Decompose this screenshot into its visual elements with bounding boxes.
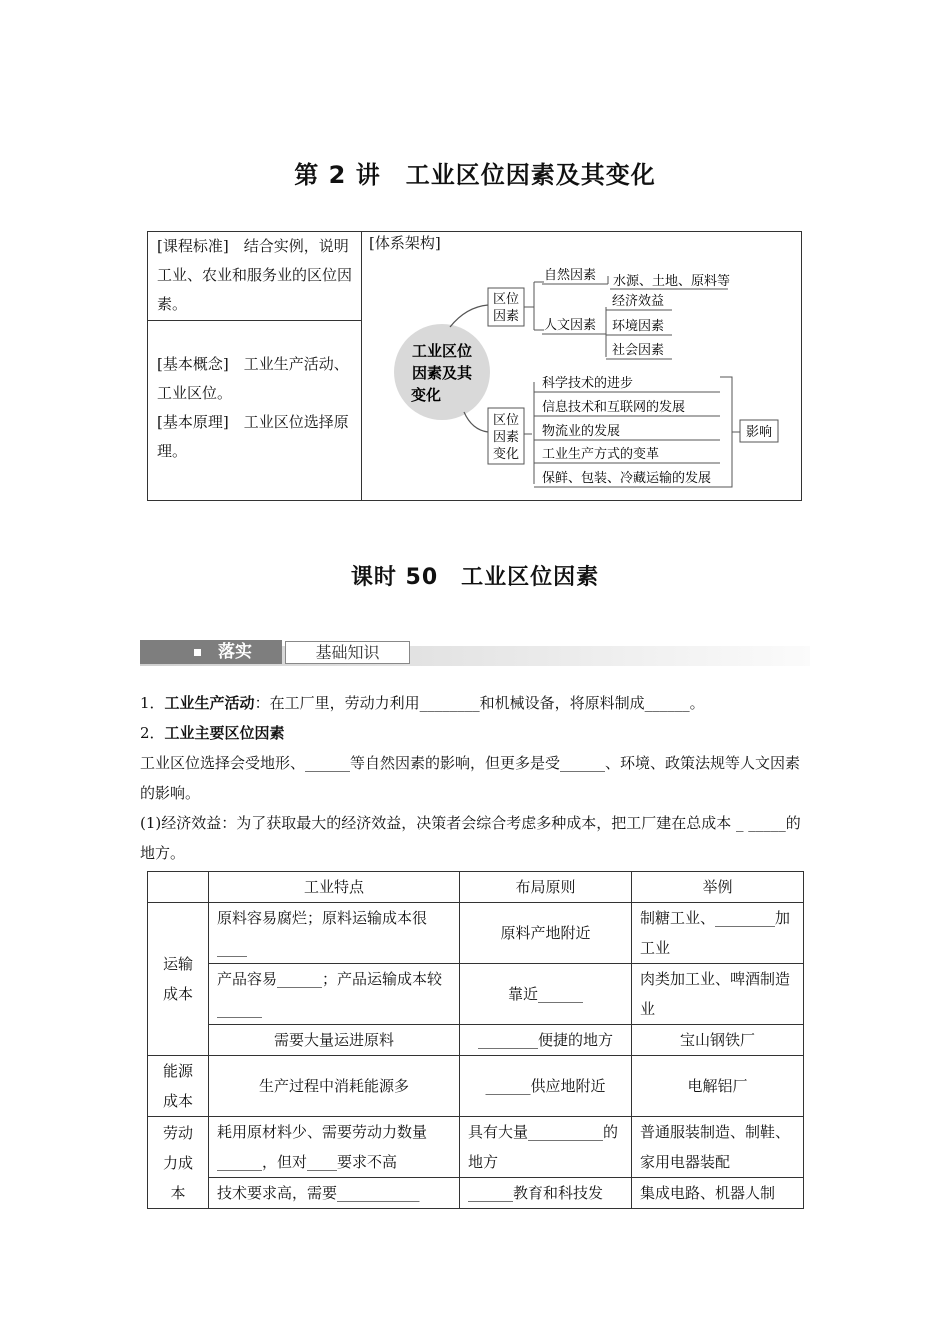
branch2-line-3: 变化 (492, 447, 520, 462)
table-cell: 电解铝厂 (632, 1056, 804, 1117)
table-row (148, 1117, 804, 1178)
table-row (148, 1025, 804, 1056)
center-line-2: 因素及其 (411, 364, 473, 382)
basic-concept-tag: [基本概念] (157, 355, 229, 373)
item-1-text: ：在工厂里，劳动力利用________和机械设备，将原料制成______。 (254, 694, 705, 712)
square-icon (194, 649, 201, 656)
mind-map (362, 232, 802, 500)
table-row (148, 1178, 804, 1209)
curriculum-standard-text: 结合实例，说明工业、农业和服务业的区位因素。 (157, 237, 353, 313)
change-1: 科学技术的进步 (542, 376, 634, 391)
economic-benefit: 经济效益 (612, 294, 665, 309)
banner-light-label: 基础知识 (285, 641, 410, 664)
banner-dark-label: 落实 (218, 642, 252, 662)
table-cell: 耗用原材料少、需要劳动力数量______，但对____要求不高 (209, 1117, 460, 1178)
table-cell: 靠近______ (460, 964, 632, 1025)
group-labor-cost: 劳动力成本 (148, 1117, 209, 1209)
natural-factors: 自然因素 (544, 268, 597, 283)
branch1-line-1: 区位 (492, 292, 520, 307)
basic-concept-text: 工业生产活动、工业区位。 (157, 355, 349, 402)
branch2-line-1: 区位 (492, 413, 520, 428)
table-header: 举例 (632, 872, 804, 903)
table-cell: ________便捷的地方 (460, 1025, 632, 1056)
table-cell: 普通服装制造、制鞋、家用电器装配 (632, 1117, 804, 1178)
table-header (148, 872, 209, 903)
basic-principle-text: 工业区位选择原理。 (157, 413, 349, 460)
branch1-line-2: 因素 (492, 309, 520, 324)
center-line-3: 变化 (410, 386, 442, 404)
table-cell: 制糖工业、________加工业 (632, 903, 804, 964)
curriculum-standard-tag: [课程标准] (157, 237, 229, 255)
table-header-row (148, 872, 804, 903)
item-1-heading: 工业生产活动 (164, 694, 255, 712)
paragraph-economic-benefit: (1)经济效益：为了获取最大的经济效益，决策者会综合考虑多种成本，把工厂建在总成本 _ _____的地方。 (140, 814, 801, 862)
table-cell: 集成电路、机器人制 (632, 1178, 804, 1209)
environment-factor: 环境因素 (612, 319, 665, 334)
curriculum-standard (157, 232, 355, 319)
social-factor: 社会因素 (612, 343, 665, 358)
table-cell: 原料产地附近 (460, 903, 632, 964)
change-4: 工业生产方式的变革 (542, 447, 660, 462)
effect-label: 影响 (745, 425, 773, 440)
table-cell: 肉类加工业、啤酒制造业 (632, 964, 804, 1025)
table-cell: 具有大量__________的地方 (460, 1117, 632, 1178)
change-3: 物流业的发展 (542, 424, 621, 439)
table-cell: 原料容易腐烂；原料运输成本很____ (209, 903, 460, 964)
item-2 (140, 718, 812, 748)
human-factors: 人文因素 (544, 318, 597, 333)
item-1 (140, 688, 812, 718)
item-2-heading: 工业主要区位因素 (164, 724, 285, 742)
table-cell: 宝山钢铁厂 (632, 1025, 804, 1056)
table-header: 布局原则 (460, 872, 632, 903)
change-2: 信息技术和互联网的发展 (542, 400, 686, 415)
table-cell: 产品容易______；产品运输成本较______ (209, 964, 460, 1025)
change-5: 保鲜、包装、冷藏运输的发展 (542, 471, 712, 486)
group-energy-cost: 能源成本 (148, 1056, 209, 1117)
table-cell: 需要大量运进原料 (209, 1025, 460, 1056)
table-row (148, 1056, 804, 1117)
center-line-1: 工业区位 (411, 342, 473, 360)
section-banner (140, 640, 810, 668)
table-cell: ______教育和科技发 (460, 1178, 632, 1209)
natural-factors-items: 水源、土地、原料等 (613, 274, 731, 289)
table-header: 工业特点 (209, 872, 460, 903)
paragraph-intro: 工业区位选择会受地形、______等自然因素的影响，但更多是受______、环境、政策法规等人文因素的影响。 (140, 754, 801, 802)
table-row (148, 964, 804, 1025)
item-2-number: 2． (140, 724, 165, 742)
lesson-title: 课时 50 工业区位因素 (350, 565, 600, 590)
table-row (148, 903, 804, 964)
page-title: 第 2 讲 工业区位因素及其变化 (294, 161, 656, 189)
architecture-tag: [体系架构] (369, 234, 441, 252)
item-1-number: 1． (140, 694, 165, 712)
group-transport-cost: 运输成本 (148, 903, 209, 1056)
cost-table (147, 871, 804, 1209)
overview-frame (147, 231, 802, 501)
basic-concepts (157, 350, 355, 466)
banner-dark-tab (140, 640, 282, 664)
branch2-line-2: 因素 (492, 430, 520, 445)
table-cell: 生产过程中消耗能源多 (209, 1056, 460, 1117)
table-cell: ______供应地附近 (460, 1056, 632, 1117)
table-cell: 技术要求高，需要___________ (209, 1178, 460, 1209)
basic-principle-tag: [基本原理] (157, 413, 229, 431)
